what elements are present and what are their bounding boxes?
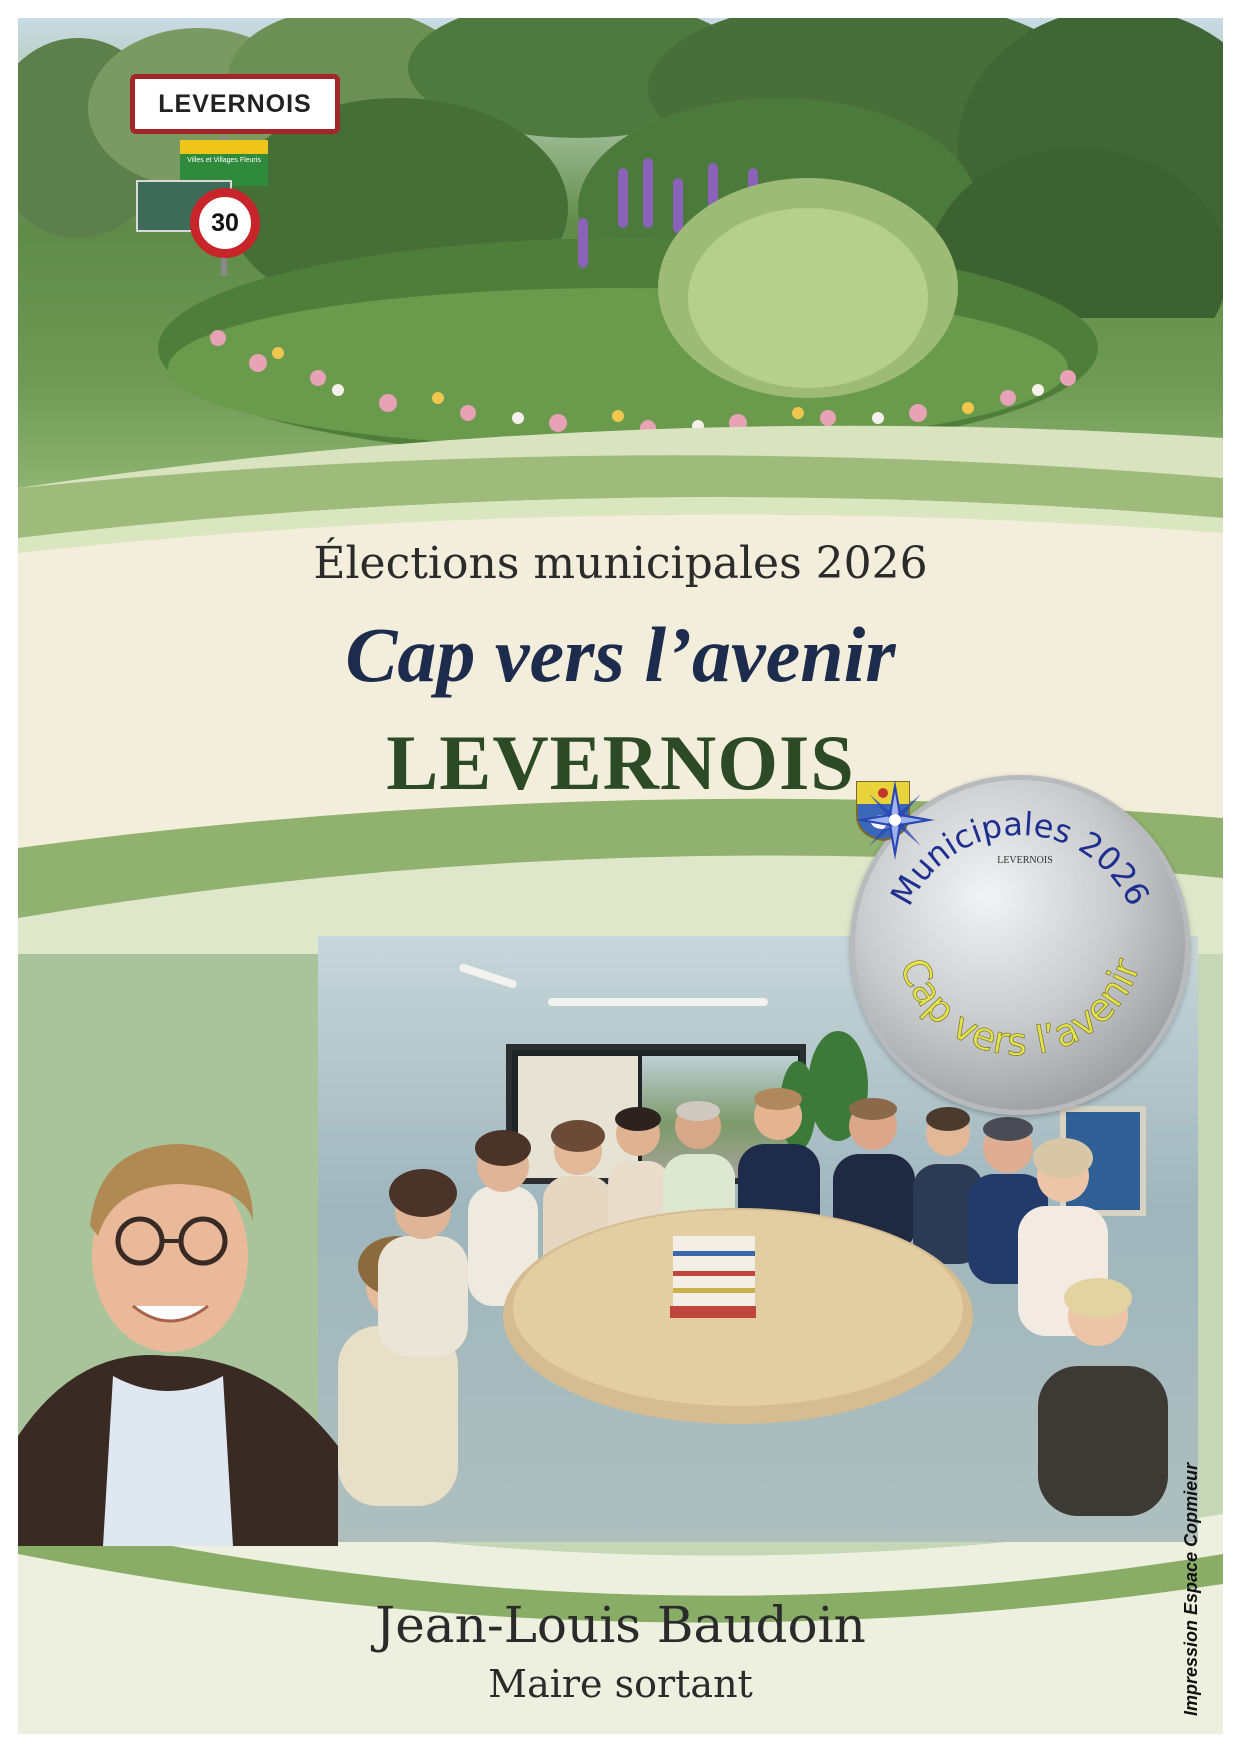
mayor-role: Maire sortant <box>488 1662 753 1706</box>
badge-bottom-text: Cap vers l’avenir <box>891 951 1149 1065</box>
crest-label: LEVERNOIS <box>997 855 1053 866</box>
villes-fleuris-sign: Villes et Villages Fleuris <box>180 140 268 186</box>
compass-rose-icon <box>855 780 935 860</box>
town-entry-sign: LEVERNOIS <box>130 74 340 134</box>
printer-credit: Impression Espace Copmieur <box>1181 1462 1201 1716</box>
municipales-badge <box>850 775 1190 1115</box>
mayor-portrait <box>18 1106 348 1546</box>
town-name: LEVERNOIS <box>386 719 855 806</box>
speed-limit-sign: 30 <box>190 188 260 258</box>
badge-top-text: Municipales 2026 <box>882 804 1158 912</box>
campaign-slogan: Cap vers l’avenir <box>345 611 896 698</box>
election-poster <box>18 18 1223 1734</box>
mayor-name: Jean-Louis Baudoin <box>375 1596 866 1654</box>
election-subtitle: Élections municipales 2026 <box>313 538 928 589</box>
